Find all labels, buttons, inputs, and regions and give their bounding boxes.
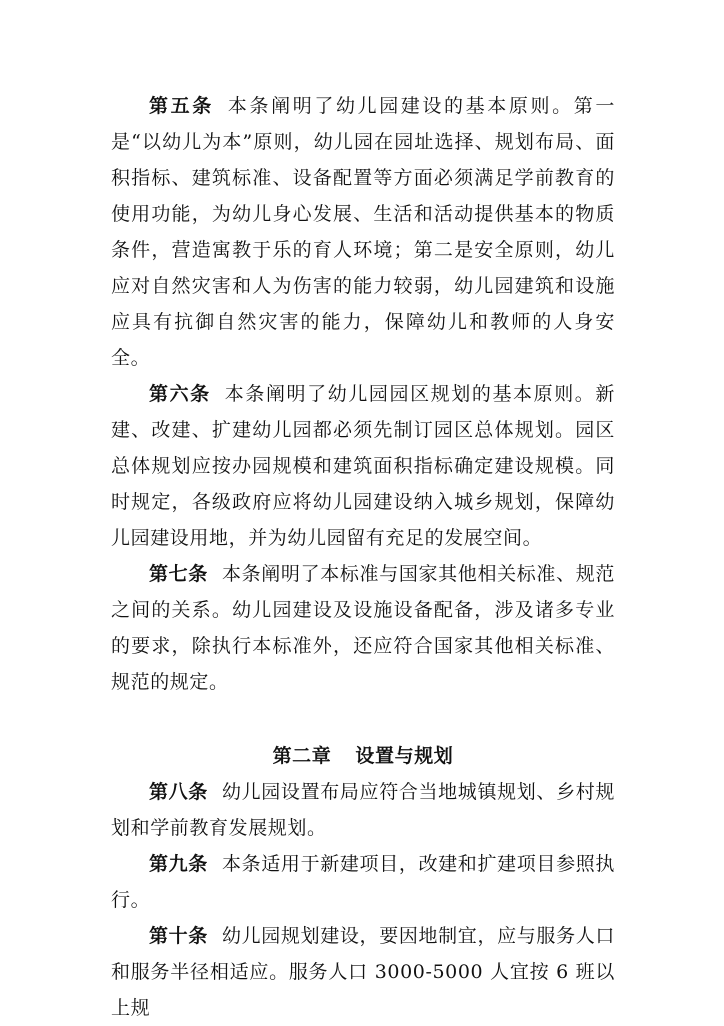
- article-label: 第八条: [149, 781, 208, 803]
- article-5: [111, 88, 615, 376]
- article-label: 第九条: [149, 853, 208, 875]
- article-label: 第七条: [149, 563, 208, 585]
- article-7: [111, 556, 615, 700]
- chapter-number: 第二章: [272, 745, 332, 767]
- article-text: 本条阐明了幼儿园园区规划的基本原则。新建、改建、扩建幼儿园都必须先制订园区总体规划。园区总体规划应按办园规模和建筑面积指标确定建设规模。同时规定，各级政府应将幼儿园建设纳入城乡规划，保障幼儿园建设用地，并为幼儿园留有充足的发展空间。: [111, 383, 615, 549]
- article-label: 第十条: [149, 925, 208, 947]
- article-label: 第五条: [149, 95, 214, 117]
- chapter-title: 设置与规划: [355, 745, 454, 767]
- article-6: [111, 376, 615, 556]
- article-text: 本条适用于新建项目，改建和扩建项目参照执行。: [111, 853, 615, 911]
- article-10: [111, 918, 615, 1026]
- article-label: 第六条: [149, 383, 211, 405]
- article-text: 本条阐明了本标准与国家其他相关标准、规范之间的关系。幼儿园建设及设施设备配备，涉及诸多专业的要求，除执行本标准外，还应符合国家其他相关标准、规范的规定。: [111, 563, 615, 693]
- article-text: 本条阐明了幼儿园建设的基本原则。第一是“以幼儿为本”原则，幼儿园在园址选择、规划布局、面积指标、建筑标准、设备配置等方面必须满足学前教育的使用功能，为幼儿身心发展、生活和活动提供基本的物质条件，营造寓教于乐的育人环境；第二是安全原则，幼儿应对自然灾害和人为伤害的能力较弱，幼儿园建筑和设施应具有抗御自然灾害的能力，保障幼儿和教师的人身安全。: [111, 95, 615, 369]
- article-text: 幼儿园设置布局应符合当地城镇规划、乡村规划和学前教育发展规划。: [111, 781, 615, 839]
- article-text: 幼儿园规划建设，要因地制宜，应与服务人口和服务半径相适应。服务人口 3000-5000 人宜按 6 班以上规: [111, 925, 615, 1019]
- article-8: [111, 774, 615, 846]
- chapter-heading: [111, 738, 615, 774]
- document-page: [111, 88, 615, 1026]
- article-9: [111, 846, 615, 918]
